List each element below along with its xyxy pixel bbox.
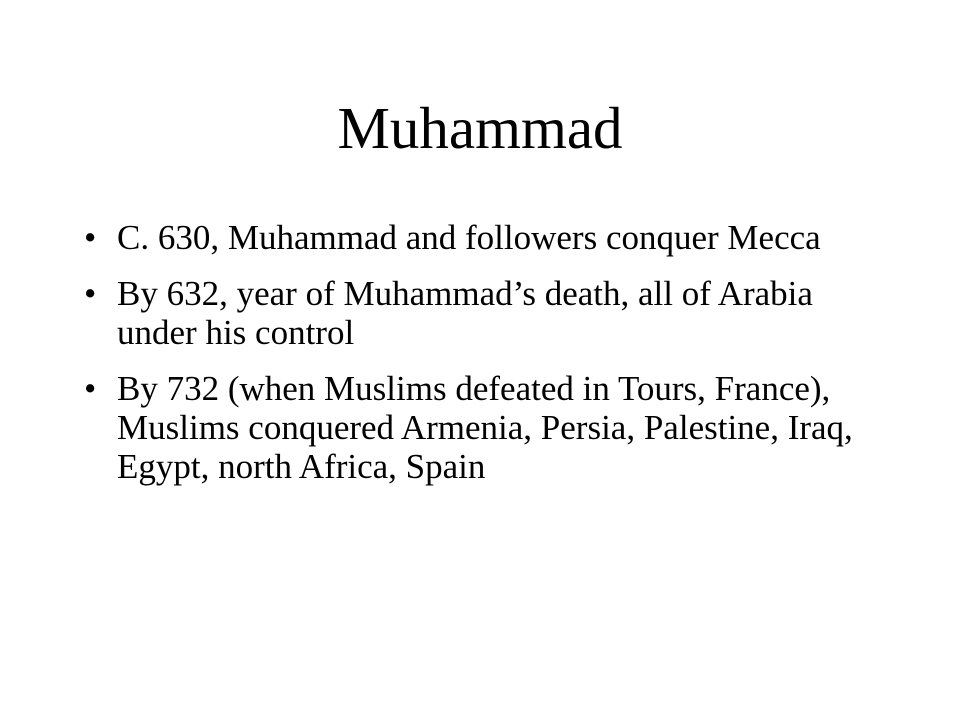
- bullet-item-2: [84, 274, 884, 352]
- bullet-marker: •: [84, 218, 97, 257]
- bullet-marker: •: [84, 274, 97, 313]
- bullet-item-1: [84, 218, 884, 257]
- slide-title: Muhammad: [337, 95, 623, 161]
- bullet-text: By 732 (when Muslims defeated in Tours, France), Muslims conquered Armenia, Persia, Palestine, Iraq, Egypt, north Africa, Spain: [117, 369, 853, 486]
- bullet-text: By 632, year of Muhammad’s death, all of Arabia under his control: [117, 274, 813, 352]
- bullet-list: [84, 218, 884, 503]
- bullet-marker: •: [84, 369, 97, 408]
- bullet-item-3: [84, 369, 884, 486]
- bullet-text: C. 630, Muhammad and followers conquer Mecca: [117, 218, 821, 257]
